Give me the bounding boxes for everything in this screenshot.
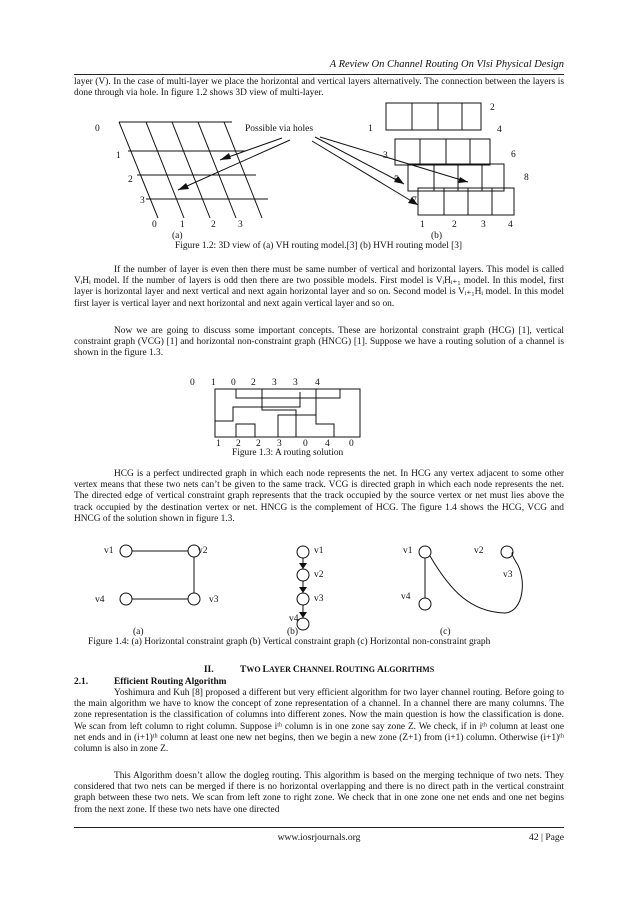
running-header: A Review On Channel Routing On Vlsi Physical Design [329,59,564,70]
fig14-a-label: (a) [133,627,144,637]
paragraph-2: If the number of layer is even then there must be same number of vertical and horizontal layers. This model is called VᵢHᵢ model. If the number of layers is odd then there are two possible models. First model is VᵢHᵢ₊₁ model. In this model, first layer is horizontal layer and next vertical and next again horizontal layer and so on. Second model is Vᵢ₊₁Hᵢ model. In this model first layer is vertical layer and next horizontal and next again vertical layer and so on. [74,265,564,309]
figure-1-3-caption: Figure 1.3: A routing solution [232,448,344,458]
fig13-top-pin: 0 [190,378,195,388]
vcg-label-v4: v4 [289,614,299,624]
hcg-label-v2: v2 [198,546,208,556]
hcg-label-v1: v1 [104,546,114,556]
hncg-node-v1 [419,546,431,558]
vcg-node-v3 [297,593,309,605]
fig14-c-label: (c) [440,627,451,637]
fig13-top-pin: 4 [315,378,320,388]
fig12b-bottom-3: 3 [481,220,486,230]
hcg-label-v3: v3 [209,595,219,605]
fig13-bottom-pin: 3 [277,439,282,449]
footer-url: www.iosrjournals.org [277,832,361,843]
fig13-top-pin: 1 [211,378,216,388]
fig12b-right-2: 2 [490,103,495,113]
footer-rule [74,827,564,828]
hncg-node-v4 [419,598,431,610]
hncg-label-v3: v3 [503,570,513,580]
hcg-node-v1 [120,545,132,557]
fig13-top-pin: 2 [251,378,256,388]
vcg-node-v1 [297,546,309,558]
fig12a-bottom-1: 1 [180,220,185,230]
fig13-bottom-pin: 0 [303,439,308,449]
hcg-node-v3 [188,593,200,605]
fig12a-left-2: 2 [128,175,133,185]
fig13-bottom-pin: 1 [216,439,221,449]
fig13-top-pin: 0 [231,378,236,388]
fig13-bottom-pin: 2 [256,439,261,449]
fig12b-bottom-4: 4 [508,220,513,230]
figure-1-2-caption: Figure 1.2: 3D view of (a) VH routing model.[3] (b) HVH routing model [3] [175,241,463,251]
fig12a-left-1: 1 [116,151,121,161]
fig12a-bottom-2: 2 [211,220,216,230]
via-holes-label: Possible via holes [245,124,314,134]
hncg-label-v2: v2 [474,546,484,556]
hncg-node-v2 [501,546,513,558]
hcg-node-v4 [120,593,132,605]
vcg-node-v4 [297,618,309,630]
paragraph-1: layer (V). In the case of multi-layer we place the horizontal and vertical layers alternatively. The connection between the layers is done through via hole. In figure 1.2 shows 3D view of multi-layer. [74,77,564,99]
section-heading: II. TWO LAYER CHANNEL ROUTING ALGORITHMS [203,664,435,675]
paragraph-5: Yoshimura and Kuh [8] proposed a different but very efficient algorithm for two layer channel routing. Before going to the main algorithm we have to know the concept of zone representation of a channel. In a channel there are many columns. The zone representation is the classification of columns into different zones. Now the main question is how the classification is done. We scan from left column to right column. Suppose iᵗʰ column is in one zone say zone Z. We check, if in iᵗʰ column at least one net ends and in (i+1)ᵗʰ column at least one new net begins, then we begin a new zone (Z+1) from (i+1) column. Otherwise (i+1)ᵗʰ column is also in zone Z. [74,688,564,755]
fig12b-left-5: 5 [394,175,399,185]
fig12b-right-8: 8 [524,173,529,183]
hcg-label-v4: v4 [95,595,105,605]
fig12b-left-1: 1 [368,124,373,134]
fig12b-left-7: 7 [412,196,417,206]
fig12b-right-6: 6 [511,150,516,160]
fig12a-bottom-3: 3 [238,220,243,230]
fig12a-left-0: 0 [95,124,100,134]
fig12b-right-4: 4 [497,125,502,135]
hncg-label-v1: v1 [403,546,413,556]
fig13-bottom-pin: 0 [349,439,354,449]
footer-page-number: 42 | Page [529,832,564,843]
fig12b-left-3: 3 [383,151,388,161]
fig13-bottom-pin: 2 [236,439,241,449]
paragraph-4: HCG is a perfect undirected graph in which each node represents the net. In HCG any vertex adjacent to some other vertex means that these two nets can’t be given to the same track. VCG is directed graph in which each node represents the net. The directed edge of vertical constraint graph represents that the track occupied by the source vertex or net must lies above the track occupied by the destination vertex or net. HNCG is the complement of HCG. The figure 1.4 shows the HCG, VCG and HNCG of the solution shown in figure 1.3. [74,469,564,524]
vcg-node-v2 [297,569,309,581]
fig12a-label: (a) [172,231,183,241]
fig12b-bottom-1: 1 [420,220,425,230]
figure-1-4-caption: Figure 1.4: (a) Horizontal constraint graph (b) Vertical constraint graph (c) Horizontal non-constraint graph [88,637,491,647]
vcg-label-v3: v3 [314,594,324,604]
paragraph-3: Now we are going to discuss some important concepts. These are horizontal constraint graph (HCG) [1], vertical constraint graph (VCG) [1] and horizontal non-constraint graph (HNCG) [1]. Suppose we have a routing solution of a channel is shown in the figure 1.3. [74,326,564,359]
fig12b-label: (b) [431,231,443,241]
fig12b-bottom-2: 2 [452,220,457,230]
fig12a-left-3: 3 [140,196,145,206]
fig12a-bottom-0: 0 [152,220,157,230]
fig13-top-pin: 3 [272,378,277,388]
paragraph-6: This Algorithm doesn’t allow the dogleg routing. This algorithm is based on the merging technique of two nets. They considered that two nets can be merged if there is no horizontal overlapping and there is no direct path in the vertical constraint graph between these two nets. We scan from left zone to right zone. We check that in one zone one net ends and one net begins from the next zone. If these two nets have one directed [74,771,564,815]
fig13-top-pin: 3 [293,378,298,388]
vcg-label-v2: v2 [314,570,324,580]
fig13-bottom-pin: 4 [325,439,330,449]
subsection-heading: 2.1. Efficient Routing Algorithm [74,677,227,687]
fig14-b-label: (b) [287,627,299,637]
hncg-label-v4: v4 [401,592,411,602]
vcg-label-v1: v1 [314,546,324,556]
